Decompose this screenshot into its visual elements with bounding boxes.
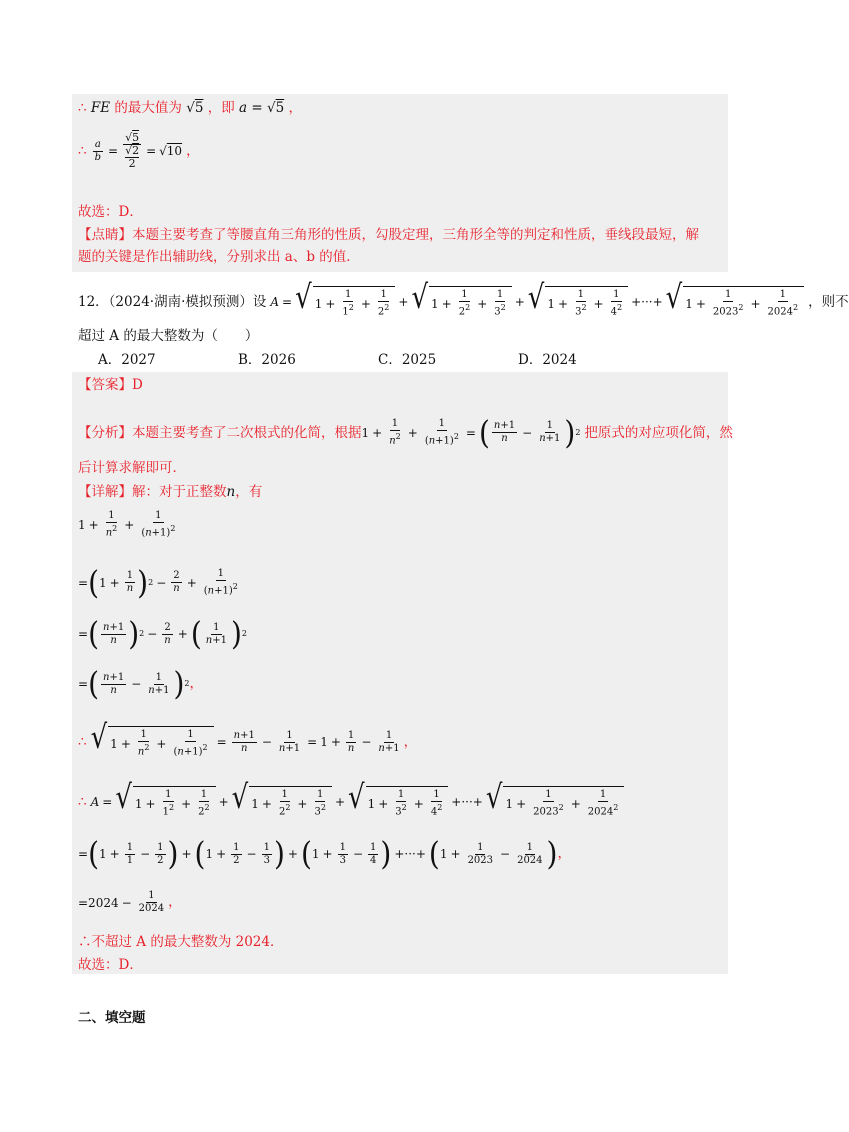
step-2: = ( 1 + $\frac{1}{n}$ ) 2 − $\frac{2}{n}$ + $\frac{1}{(n+1)^2}$	[78, 563, 238, 602]
prev-note: 【点睛】本题主要考查了等腰直角三角形的性质，勾股定理，三角形全等的判定和性质，垂线段最短，解	[78, 227, 699, 243]
prev-line-1: ∴ FE 的最大值为 √5 ，即 a = √5 ，	[78, 100, 302, 116]
previous-solution-panel	[72, 94, 728, 272]
section-title: 二、填空题	[78, 1010, 146, 1026]
sum-formula: A = √ 1 + $\frac{1}{1^2}$ + $\frac{1}{2^2}$ + √ 1 + $\frac{1}{2^2}$ + $\frac{1}{3^2}$ + √ 1 + $\frac{1}{3^2}$ + $\frac{1}{4^2}$ +···+ √ 1 + $\frac{1}{2023^2}$ + $\frac{1}{2024^2}$	[270, 286, 804, 318]
step-4: = ( $\frac{n+1}{n}$ − $\frac{1}{n+1}$ ) 2 ，	[78, 664, 203, 703]
step-5: ∴ √ 1 + $\frac{1}{n^2}$ + $\frac{1}{(n+1)^2}$ = $\frac{n+1}{n}$ − $\frac{1}{n+1}$ = 1 + $\frac{1}{n}$ − $\frac{1}{n+1}$ ，	[78, 719, 418, 758]
prev-choose: 故选：D．	[78, 204, 143, 220]
step-6: ∴ A = √ 1 + $\frac{1}{1^2}$ + $\frac{1}{2^2}$ + √ 1 + $\frac{1}{2^2}$ + $\frac{1}{3^2}$ + √ 1 + $\frac{1}{3^2}$ + $\frac{1}{4^2}$ +···+ √ 1 + $\frac{1}{2023^2}$ + $\frac{1}{2024^2}$	[78, 786, 624, 818]
conclusion: ∴不超过 A 的最大整数为 2024．	[78, 934, 284, 950]
prev-line-2: ∴ $\frac{a}{b}$ = √5 √2 2 = √10 ，	[78, 131, 200, 170]
step-8: =2024 − $\frac{1}{2024}$ ，	[78, 890, 182, 914]
options-row	[98, 350, 658, 370]
step-3: = ( $\frac{n+1}{n}$ ) 2 − $\frac{2}{n}$ + ( $\frac{1}{n+1}$ ) 2	[78, 614, 247, 653]
choose-answer: 故选：D．	[78, 957, 143, 973]
analysis: 【分析】本题主要考查了二次根式的化简，根据 1 + $\frac{1}{n^2}$ + $\frac{1}{(n+1)^2}$ = ( $\frac{n+1}{n}$ − $\frac{1}{n+1}$ ) 2 把原式的对应项化简，然	[78, 413, 733, 452]
option-d[interactable]: D．2024	[518, 352, 577, 368]
question-12-stem: 12．（2024·湖南·模拟预测）设 A = √ 1 + $\frac{1}{1^2}$ + $\frac{1}{2^2}$ + √ 1 + $\frac{1}{2^2}$ + $\frac{1}{3^2}$ + √ 1 + $\frac{1}{3^2}$ + $\frac{1}{4^2}$ +···+ √ 1 + $\frac{1}{2023^2}$ + $\frac{1}{2024^2}$ ，则不	[78, 279, 849, 318]
option-b[interactable]: B．2026	[238, 352, 296, 368]
analysis-cont: 后计算求解即可．	[78, 460, 186, 476]
step-7: = ( 1 + $\frac{1}{1}$ − $\frac{1}{2}$ ) + ( 1 + $\frac{1}{2}$ − $\frac{1}{3}$ ) + ( 1 + $\frac{1}{3}$ − $\frac{1}{4}$ ) +···+ ( 1 + $\frac{1}{2023}$ − $\frac{1}{2024}$ ) ，	[78, 834, 571, 873]
identity-formula: 1 + $\frac{1}{n^2}$ + $\frac{1}{(n+1)^2}$ = ( $\frac{n+1}{n}$ − $\frac{1}{n+1}$ ) 2	[361, 413, 581, 452]
answer: 【答案】D	[78, 377, 143, 393]
option-c[interactable]: C．2025	[378, 352, 437, 368]
question-12-line-2: 超过 A 的最大整数为（ ）	[78, 328, 259, 344]
detail-start: 【详解】解：对于正整数n，有	[78, 484, 263, 500]
step-1: 1 + $\frac{1}{n^2}$ + $\frac{1}{(n+1)^2}$	[78, 510, 176, 539]
option-a[interactable]: A．2027	[98, 352, 156, 368]
prev-note-2: 题的关键是作出辅助线，分别求出 a、b 的值．	[78, 249, 360, 265]
ratio-formula: $\frac{a}{b}$ = √5 √2 2 = √10	[94, 131, 183, 170]
